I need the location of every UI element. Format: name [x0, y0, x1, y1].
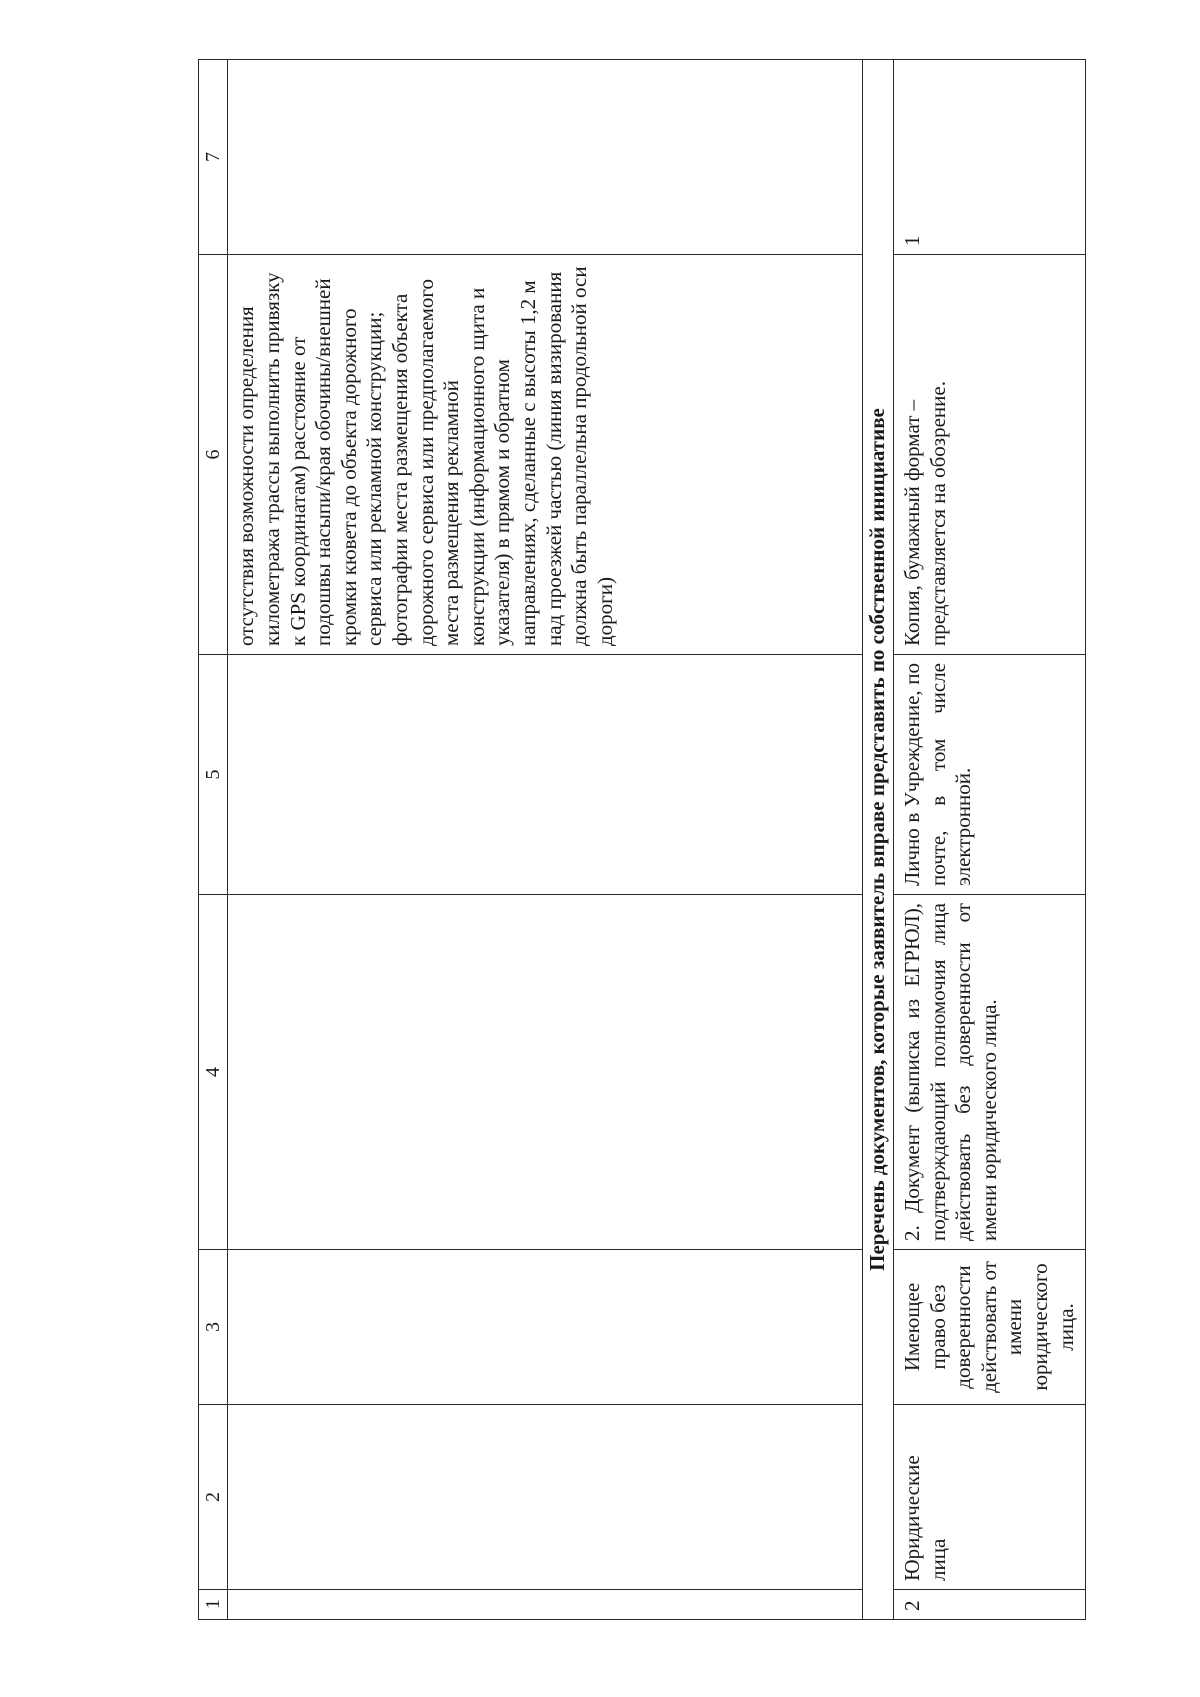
column-number-3: 3	[199, 1250, 228, 1405]
cell-row2-count: 1	[894, 60, 1086, 255]
column-number-4: 4	[199, 895, 228, 1250]
column-number-2: 2	[199, 1405, 228, 1590]
cell-row2-document: 2. Документ (выписка из ЕГРЮЛ), подтверждающий полномочия лица действовать без доверенности от имени юридического лица.	[894, 895, 1086, 1250]
cell-row2-submission-method: Лично в Учреждение, по почте, в том числе электронной.	[894, 655, 1086, 895]
cell-continued-col7	[228, 60, 863, 255]
cell-continued-col3	[228, 1250, 863, 1405]
column-number-6: 6	[199, 255, 228, 655]
cell-continued-col5	[228, 655, 863, 895]
section-heading-row	[863, 60, 894, 1620]
table-row-2	[894, 60, 1086, 1620]
table-row-continued	[228, 60, 863, 1620]
cell-continued-col1	[228, 1590, 863, 1620]
cell-continued-col6: отсутствия возможности определения километража трассы выполнить привязку к GPS координатам) расстояние от подошвы насыпи/края обочины/внешней кромки кювета до объекта дорожного сервиса или рекламной конструкции; фотографии места размещения объекта дорожного сервиса или предполагаемого места размещения рекламной конструкции (информационного щита и указателя) в прямом и обратном направлениях, сделанные с высоты 1,2 м над проезжей частью (линия визирования должна быть параллельна продольной оси дороги)	[228, 255, 863, 655]
section-heading: Перечень документов, которые заявитель вправе представить по собственной инициативе	[863, 60, 894, 1620]
cell-row2-applicant: Юридические лица	[894, 1405, 1086, 1590]
cell-row2-number: 2	[894, 1590, 1086, 1620]
cell-continued-col2	[228, 1405, 863, 1590]
column-number-1: 1	[199, 1590, 228, 1620]
documents-table	[198, 59, 1086, 1620]
document-page	[198, 60, 1170, 1620]
column-number-row	[199, 60, 228, 1620]
cell-continued-col4	[228, 895, 863, 1250]
cell-row2-format: Копия, бумажный формат – представляется на обозрение.	[894, 255, 1086, 655]
column-number-7: 7	[199, 60, 228, 255]
cell-row2-representative: Имеющее право без доверенности действовать от имени юридического лица.	[894, 1250, 1086, 1405]
column-number-5: 5	[199, 655, 228, 895]
